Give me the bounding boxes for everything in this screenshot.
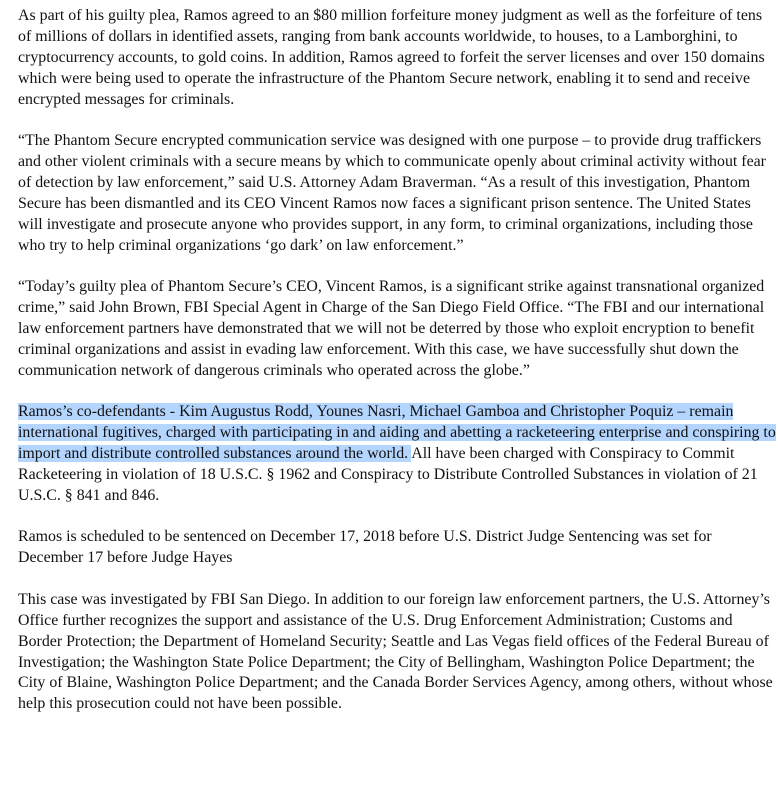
paragraph-brown-quote[interactable]: “Today’s guilty plea of Phantom Secure’s CEO, Vincent Ramos, is a significant strike against transnational organized crime,” said John Brown, FBI Special Agent in Charge of the San Diego Field Office. “The FBI and our international law enforcement partners have demonstrated that we will not be deterred by those who exploit encryption to benefit criminal organizations and assist in evading law enforcement. With this case, we have successfully shut down the communication network of dangerous criminals who operated across the globe.” bbox=[18, 278, 765, 379]
paragraph-co-defendants-remainder: All have been charged with Conspiracy to Commit Racketeering in violation of 18 U.S.C. § 1962 and Conspiracy to Distribute Controlled Substances in violation of 21 U.S.C. § 841 and 846. bbox=[18, 445, 758, 504]
paragraph-sentencing[interactable]: Ramos is scheduled to be sentenced on December 17, 2018 before U.S. District Judge Sentencing was set for December 17 before Judge Hayes bbox=[18, 528, 712, 567]
paragraph-co-defendants[interactable] bbox=[18, 402, 778, 507]
paragraph-forfeiture[interactable]: As part of his guilty plea, Ramos agreed to an $80 million forfeiture money judgment as well as the forfeiture of tens of millions of dollars in identified assets, ranging from bank accounts worldwide, to houses, to a Lamborghini, to cryptocurrency accounts, to gold coins. In addition, Ramos agreed to forfeit the server licenses and over 150 domains which were being used to operate the infrastructure of the Phantom Secure network, enabling it to send and receive encrypted messages for criminals. bbox=[18, 7, 765, 108]
document-body bbox=[18, 6, 778, 736]
paragraph-braverman-quote[interactable]: “The Phantom Secure encrypted communication service was designed with one purpose – to provide drug traffickers and other violent criminals with a secure means by which to communicate openly about criminal activity without fear of detection by law enforcement,” said U.S. Attorney Adam Braverman. “As a result of this investigation, Phantom Secure has been dismantled and its CEO Vincent Ramos now faces a significant prison sentence. The United States will investigate and prosecute anyone who provides support, in any form, to criminal organizations, including those who try to help criminal organizations ‘go dark’ on law enforcement.” bbox=[18, 132, 766, 254]
selected-text-highlight[interactable]: Ramos’s co-defendants - Kim Augustus Rodd, Younes Nasri, Michael Gamboa and Christopher Poquiz – remain international fugitives, charged with participating in and aiding and abetting a racketeering enterprise and conspiring to import and distribute controlled substances around the world. bbox=[18, 403, 776, 463]
paragraph-acknowledgements[interactable]: This case was investigated by FBI San Diego. In addition to our foreign law enforcement partners, the U.S. Attorney’s Office further recognizes the support and assistance of the U.S. Drug Enforcement Administration; Customs and Border Protection; the Department of Homeland Security; Seattle and Las Vegas field offices of the Federal Bureau of Investigation; the Washington State Police Department; the City of Bellingham, Washington Police Department; the City of Blaine, Washington Police Department; and the Canada Border Services Agency, among others, without whose help this prosecution could not have been possible. bbox=[18, 590, 773, 713]
